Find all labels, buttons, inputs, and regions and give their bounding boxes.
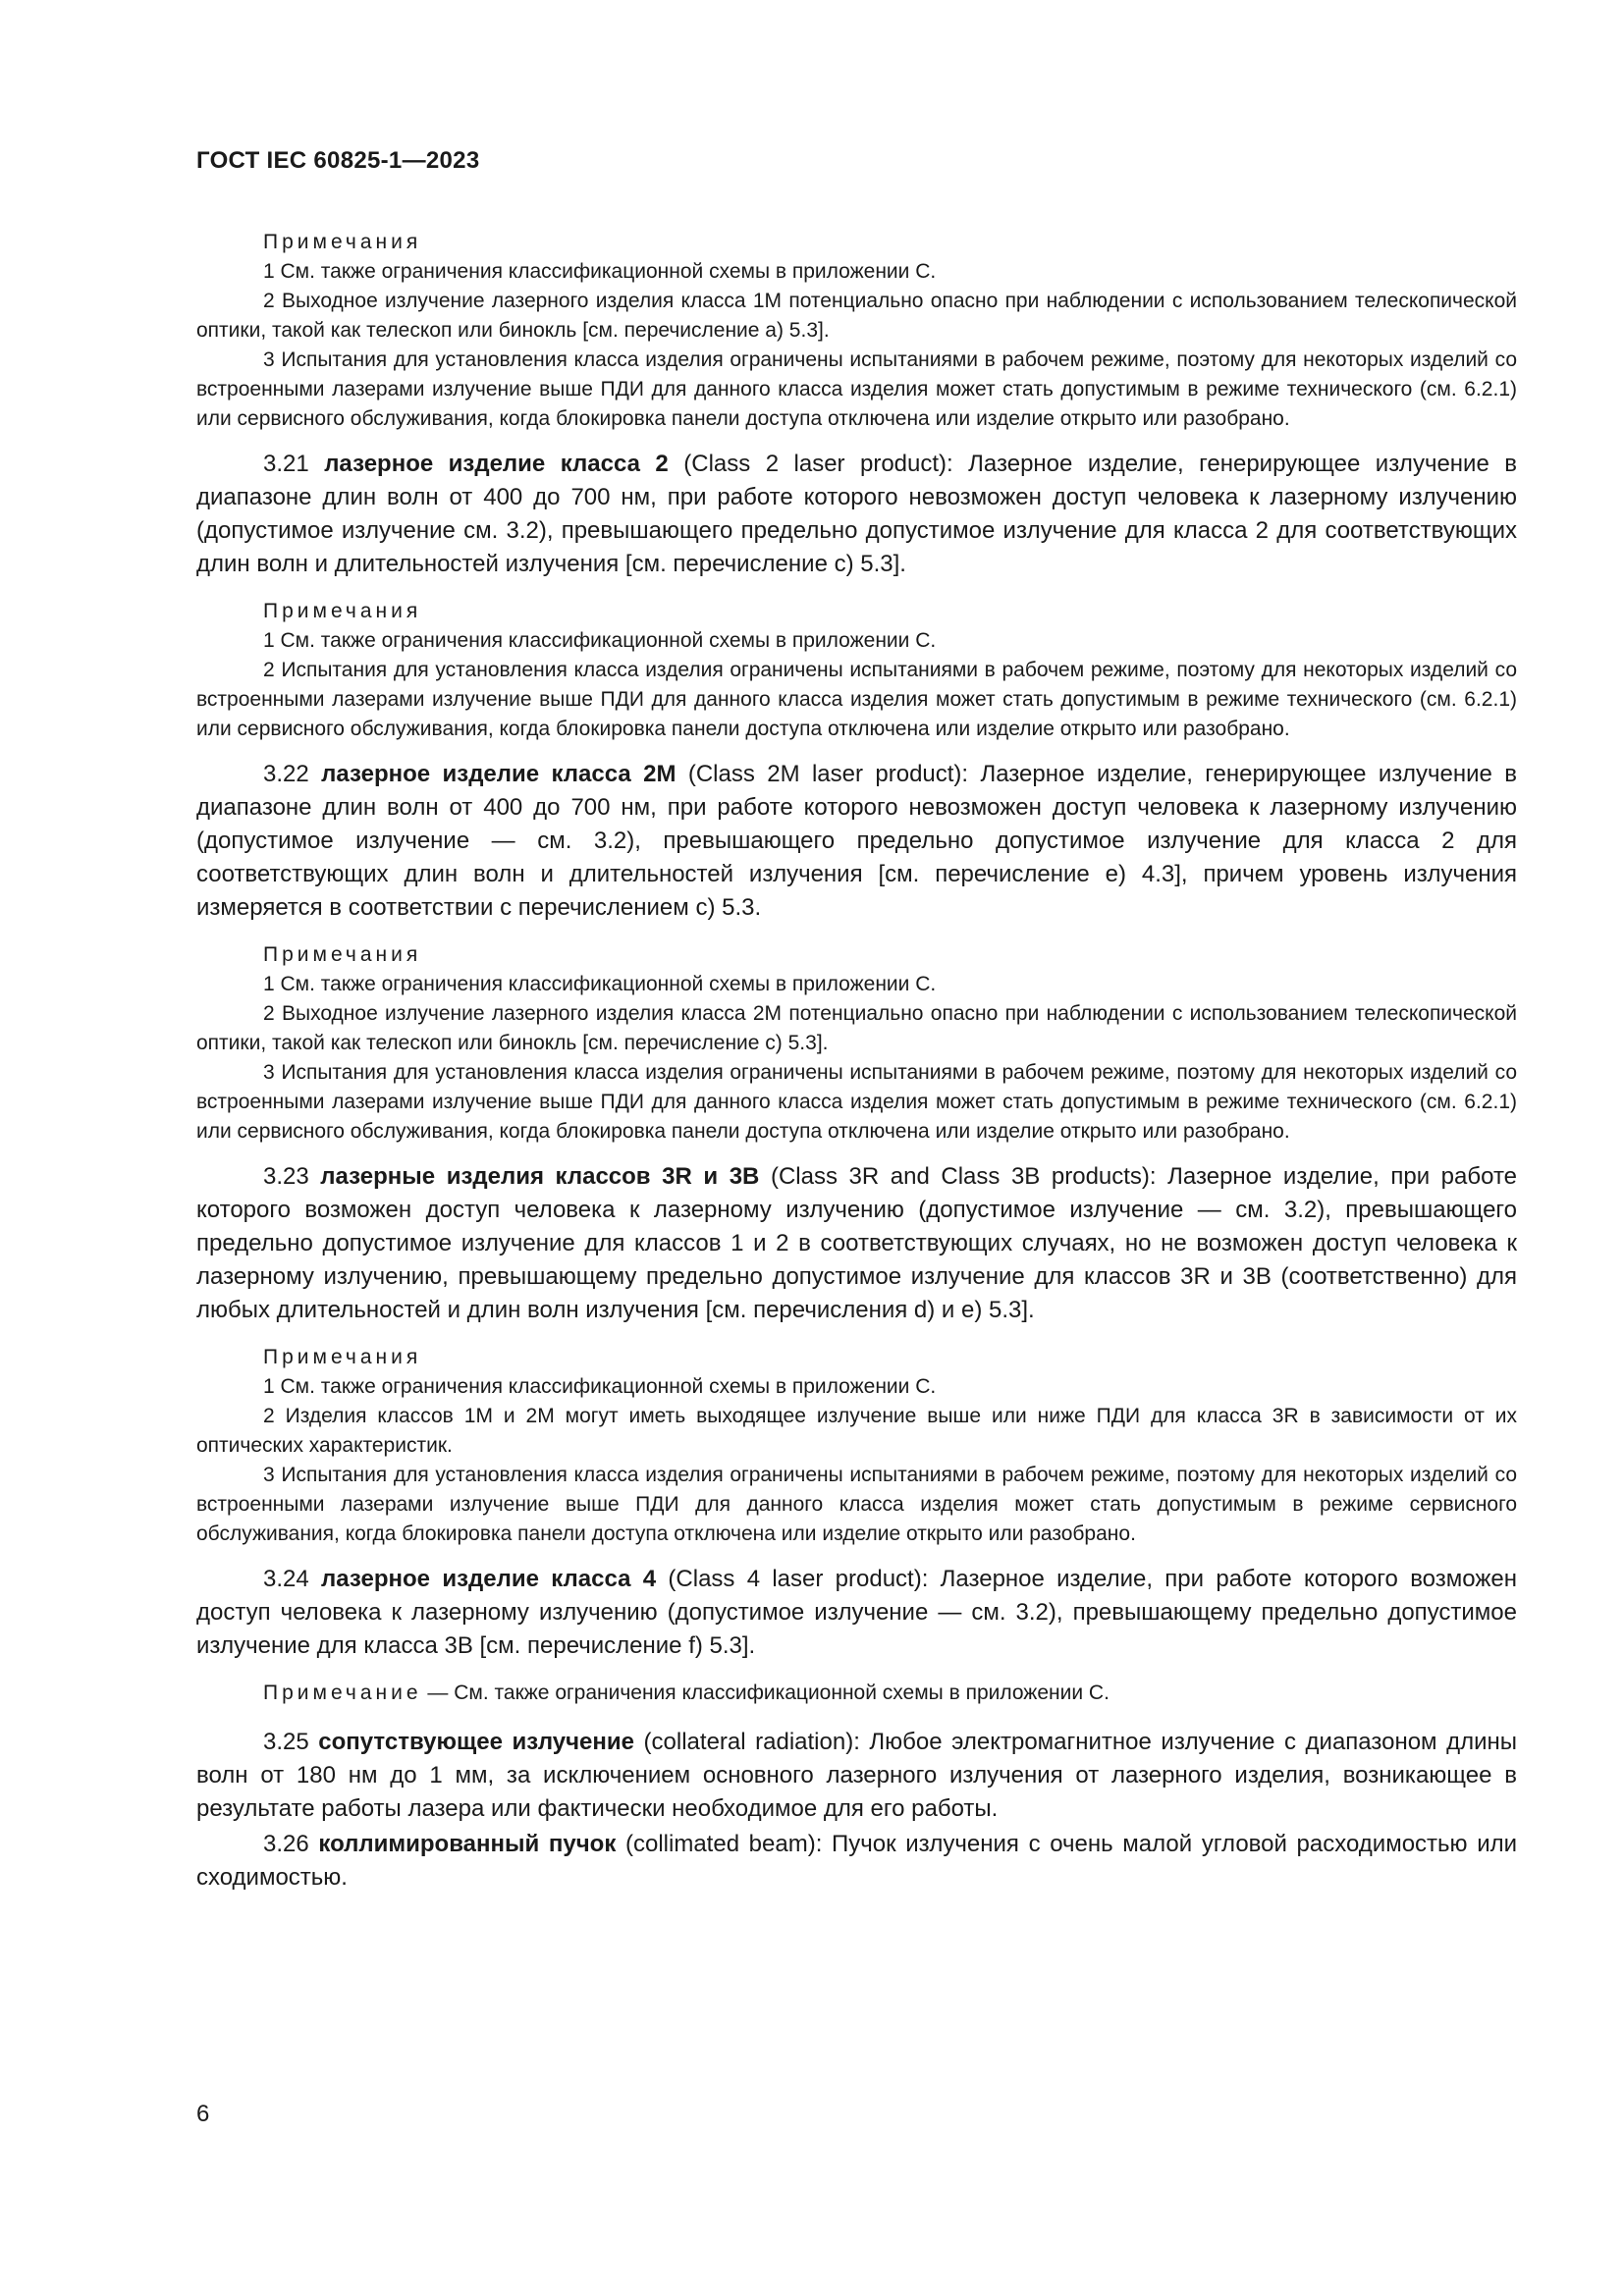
notes-heading: Примечания bbox=[263, 1346, 422, 1368]
term-3-24 bbox=[196, 1563, 1517, 1663]
page-number: 6 bbox=[196, 2101, 210, 2127]
term-definition: (Class 4 laser product): Лазерное изделие, при работе которого возможен доступ человека к лазерному излучению (допустимое излучение — см. 3.2), превышающему предельно допустимое излучение для класса 3В [см. перечисление f) 5.3]. bbox=[196, 1566, 1517, 1659]
note-item: 2 Изделия классов 1М и 2М могут иметь выходящее излучение выше или ниже ПДИ для класса 3R в зависимости от их оптических характеристик. bbox=[196, 1405, 1517, 1457]
note-item: 1 См. также ограничения классификационной схемы в приложении С. bbox=[263, 629, 937, 652]
term-number: 3.25 bbox=[263, 1729, 309, 1755]
note-label: Примечание bbox=[263, 1682, 422, 1704]
notes-heading: Примечания bbox=[263, 231, 422, 253]
note-item: 1 См. также ограничения классификационной схемы в приложении С. bbox=[263, 1375, 937, 1398]
term-number: 3.23 bbox=[263, 1163, 309, 1190]
term-name: лазерные изделия классов 3R и 3В bbox=[320, 1163, 760, 1190]
note-single bbox=[196, 1679, 1517, 1708]
term-number: 3.26 bbox=[263, 1831, 309, 1857]
term-number: 3.21 bbox=[263, 451, 309, 477]
note-item: 3 Испытания для установления класса изделия ограничены испытаниями в рабочем режиме, поэтому для некоторых изделий со встроенными лазерами излучение выше ПДИ для данного класса изделия может стать допустимым в режиме сервисного обслуживания, когда блокировка панели доступа отключена или изделие открыто или разобрано. bbox=[196, 1464, 1517, 1545]
term-definition: (Class 2 laser product): Лазерное изделие, генерирующее излучение в диапазоне длин волн от 400 до 700 нм, при работе которого невозможен доступ человека к лазерному излучению (допустимое излучение см. 3.2), превышающего предельно допустимое излучение для класса 2 для соответствующих длин волн и длительностей излучения [см. перечисление с) 5.3]. bbox=[196, 451, 1518, 577]
note-item: 1 См. также ограничения классификационной схемы в приложении С. bbox=[263, 973, 937, 995]
note-item: 2 Выходное излучение лазерного изделия класса 1М потенциально опасно при наблюдении с использованием телескопической оптики, такой как телескоп или бинокль [см. перечисление а) 5.3]. bbox=[196, 290, 1517, 342]
notes-heading: Примечания bbox=[263, 943, 422, 966]
notes-block-1 bbox=[196, 228, 1517, 434]
term-3-22 bbox=[196, 758, 1517, 925]
term-3-26 bbox=[196, 1828, 1517, 1895]
document-page bbox=[196, 147, 1517, 1910]
term-definition: (Class 3R and Class 3B products): Лазерное изделие, при работе которого возможен доступ человека к лазерному излучению (допустимое излучение — см. 3.2), превышающего предельно допустимое излучение для классов 1 и 2 в соответствующих случаях, но не возможен доступ человека к лазерному излучению, превышающему предельно допустимое излучение для классов 3R и 3В (соответственно) для любых длительностей и длин волн излучения [см. перечисления d) и е) 5.3]. bbox=[196, 1163, 1518, 1323]
note-text: — См. также ограничения классификационной схемы в приложении С. bbox=[421, 1682, 1110, 1704]
term-name: лазерное изделие класса 4 bbox=[321, 1566, 657, 1592]
term-definition: (Class 2M laser product): Лазерное изделие, генерирующее излучение в диапазоне длин волн от 400 до 700 нм, при работе которого невозможен доступ человека к лазерному излучению (допустимое излучение — см. 3.2), превышающего предельно допустимое излучение для класса 2 для соответствующих длин волн и длительностей излучения [см. перечисление е) 4.3], причем уровень излучения измеряется в соответствии с перечислением с) 5.3. bbox=[196, 761, 1518, 921]
term-number: 3.22 bbox=[263, 761, 309, 787]
term-definition: (collimated beam): Пучок излучения с очень малой угловой расходимостью или сходимостью. bbox=[196, 1831, 1518, 1891]
note-item: 2 Выходное излучение лазерного изделия класса 2М потенциально опасно при наблюдении с использованием телескопической оптики, такой как телескоп или бинокль [см. перечисление с) 5.3]. bbox=[196, 1002, 1517, 1054]
note-item: 3 Испытания для установления класса изделия ограничены испытаниями в рабочем режиме, поэтому для некоторых изделий со встроенными лазерами излучение выше ПДИ для данного класса изделия может стать допустимым в режиме технического (см. 6.2.1) или сервисного обслуживания, когда блокировка панели доступа отключена или изделие открыто или разобрано. bbox=[196, 1061, 1517, 1143]
notes-block-4 bbox=[196, 1343, 1517, 1549]
notes-block-3 bbox=[196, 940, 1517, 1147]
note-item: 1 См. также ограничения классификационной схемы в приложении С. bbox=[263, 260, 937, 283]
notes-block-2 bbox=[196, 597, 1517, 744]
term-3-25 bbox=[196, 1726, 1517, 1826]
term-name: лазерное изделие класса 2 bbox=[324, 451, 669, 477]
term-number: 3.24 bbox=[263, 1566, 309, 1592]
term-name: сопутствующее излучение bbox=[318, 1729, 634, 1755]
term-3-23 bbox=[196, 1160, 1517, 1327]
note-item: 3 Испытания для установления класса изделия ограничены испытаниями в рабочем режиме, поэтому для некоторых изделий со встроенными лазерами излучение выше ПДИ для данного класса изделия может стать допустимым в режиме технического (см. 6.2.1) или сервисного обслуживания, когда блокировка панели доступа отключена или изделие открыто или разобрано. bbox=[196, 348, 1517, 430]
term-definition: (collateral radiation): Любое электромагнитное излучение с диапазоном длины волн от 180 нм до 1 мм, за исключением основного лазерного излучения от лазерного изделия, возникающее в результате работы лазера или фактически необходимое для его работы. bbox=[196, 1729, 1518, 1822]
note-item: 2 Испытания для установления класса изделия ограничены испытаниями в рабочем режиме, поэтому для некоторых изделий со встроенными лазерами излучение выше ПДИ для данного класса изделия может стать допустимым в режиме технического (см. 6.2.1) или сервисного обслуживания, когда блокировка панели доступа отключена или изделие открыто или разобрано. bbox=[196, 659, 1517, 740]
term-3-21 bbox=[196, 448, 1517, 581]
notes-heading: Примечания bbox=[263, 600, 422, 622]
term-name: коллимированный пучок bbox=[318, 1831, 617, 1857]
term-name: лазерное изделие класса 2М bbox=[321, 761, 677, 787]
document-header: ГОСТ IEC 60825-1—2023 bbox=[196, 147, 480, 174]
